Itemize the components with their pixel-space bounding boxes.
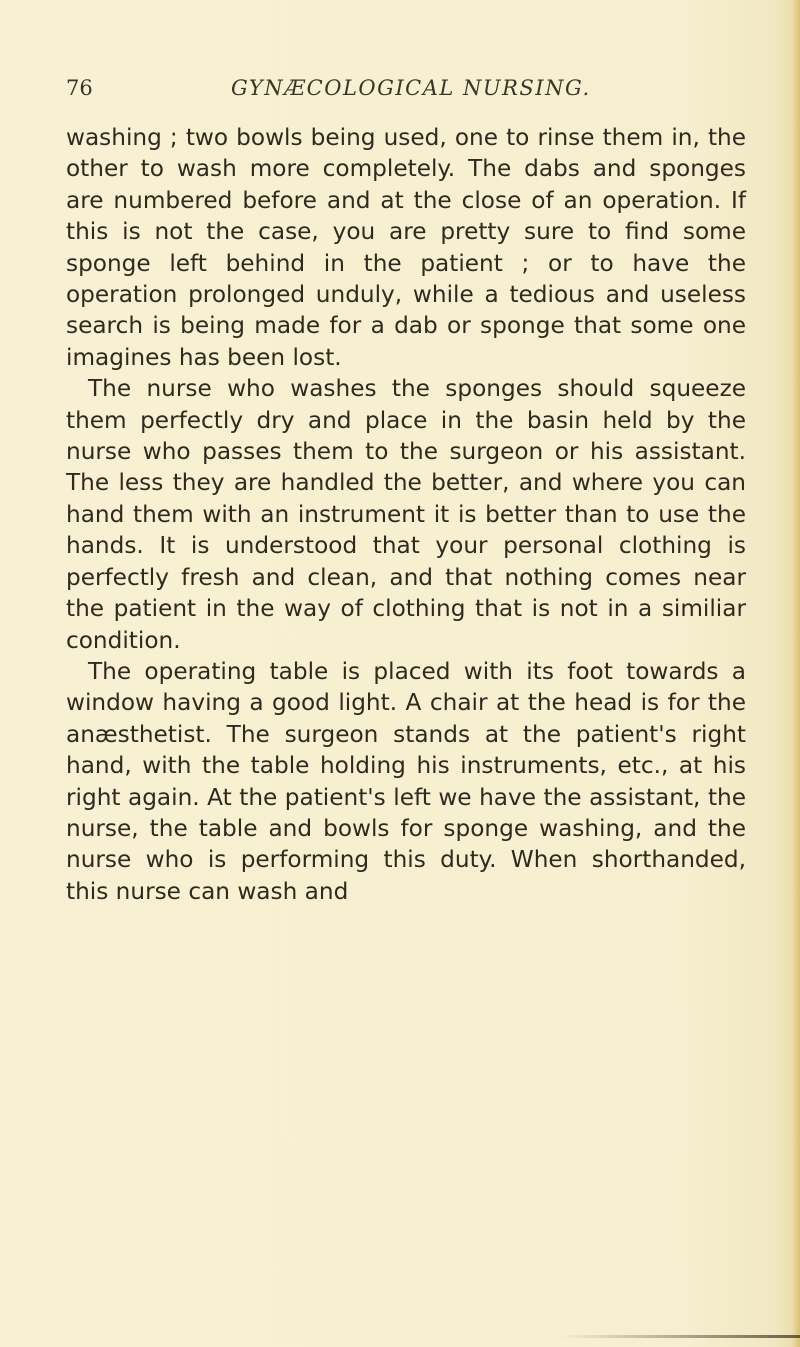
bottom-edge-line [560,1335,800,1338]
paragraph-operating-table: The operating table is placed with its foot towards a window having a good light. A chair at the head is for the anæsthetist. The surgeon stands at the patient's right hand, with the table holding his instruments, etc., at his right again. At the patient's left we have the assistant, the nurse, the table and bowls for sponge washing, and the nurse who is performing this duty. When shorthanded, this nurse can wash and [66,657,746,905]
running-title: GYNÆCOLOGICAL NURSING. [231,76,591,100]
page-edge-shadow [792,0,800,1347]
body-text [66,122,746,907]
paragraph-sponge-counting: washing ; two bowls being used, one to rinse them in, the other to wash more completely. The dabs and sponges are numbered before and at the close of an operation. If this is not the case, you are pretty sure to find some sponge left behind in the patient ; or to have the operation prolonged unduly, while a tedious and useless search is being made for a dab or sponge that some one imagines has been lost. [66,124,746,371]
page-number: 76 [66,76,93,100]
page-header [66,76,746,116]
paragraph-sponge-handling: The nurse who washes the sponges should squeeze them perfectly dry and place in the basin held by the nurse who passes them to the surgeon or his assistant. The less they are handled the better, and where you can hand them with an instrument it is better than to use the hands. It is understood that your personal clothing is perfectly fresh and clean, and that nothing comes near the patient in the way of clothing that is not in a similiar condition. [66,375,746,654]
